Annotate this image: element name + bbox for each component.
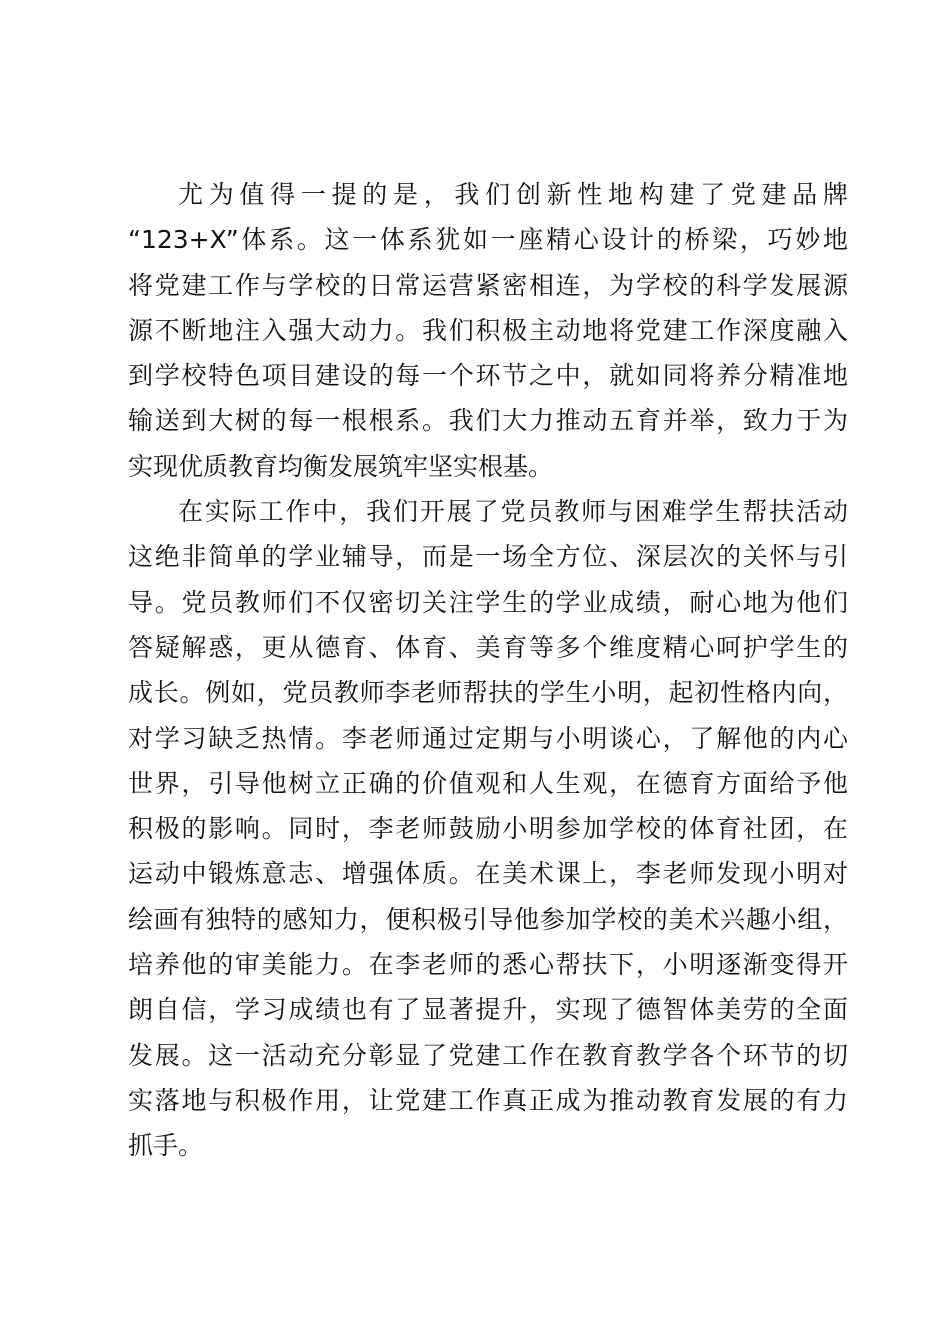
paragraph-line: 这绝非简单的学业辅导，而是一场全方位、深层次的关怀与引 <box>128 542 848 572</box>
paragraph-line: 源不断地注入强大动力。我们积极主动地将党建工作深度融入 <box>128 315 848 345</box>
paragraph-line: 实落地与积极作用，让党建工作真正成为推动教育发展的有力 <box>128 1085 848 1115</box>
paragraph-line: 在实际工作中，我们开展了党员教师与困难学生帮扶活动 <box>178 497 848 527</box>
paragraph-line: 将党建工作与学校的日常运营紧密相连，为学校的科学发展源 <box>128 270 848 300</box>
paragraph-line: 对学习缺乏热情。李老师通过定期与小明谈心，了解他的内心 <box>128 723 848 753</box>
paragraph-line: 尤为值得一提的是，我们创新性地构建了党建品牌 <box>178 180 848 209</box>
paragraph-line: 朗自信，学习成绩也有了显著提升，实现了德智体美劳的全面 <box>128 995 848 1025</box>
paragraph-line: 世界，引导他树立正确的价值观和人生观，在德育方面给予他 <box>128 768 848 798</box>
document-body <box>128 172 848 1169</box>
paragraph-line: 发展。这一活动充分彰显了党建工作在教育教学各个环节的切 <box>128 1040 848 1070</box>
paragraph-2 <box>128 489 848 1168</box>
paragraph-line: 实现优质教育均衡发展筑牢坚实根基。 <box>128 451 554 481</box>
paragraph-line: 运动中锻炼意志、增强体质。在美术课上，李老师发现小明对 <box>128 859 848 889</box>
paragraph-1 <box>128 172 848 489</box>
paragraph-line: 答疑解惑，更从德育、体育、美育等多个维度精心呵护学生的 <box>128 632 848 662</box>
paragraph-line: 到学校特色项目建设的每一个环节之中，就如同将养分精准地 <box>128 361 848 391</box>
paragraph-line: 绘画有独特的感知力，便积极引导他参加学校的美术兴趣小组， <box>128 904 848 934</box>
paragraph-line: 成长。例如，党员教师李老师帮扶的学生小明，起初性格内向， <box>128 678 848 708</box>
paragraph-line: 输送到大树的每一根根系。我们大力推动五育并举，致力于为 <box>128 406 848 436</box>
paragraph-line: 积极的影响。同时，李老师鼓励小明参加学校的体育社团，在 <box>128 814 848 844</box>
paragraph-line: 培养他的审美能力。在李老师的悉心帮扶下，小明逐渐变得开 <box>128 950 848 980</box>
paragraph-line: “123+X”体系。这一体系犹如一座精心设计的桥梁，巧妙地 <box>128 225 848 255</box>
paragraph-line: 抓手。 <box>128 1131 204 1161</box>
paragraph-line: 导。党员教师们不仅密切关注学生的学业成绩，耐心地为他们 <box>128 587 848 617</box>
